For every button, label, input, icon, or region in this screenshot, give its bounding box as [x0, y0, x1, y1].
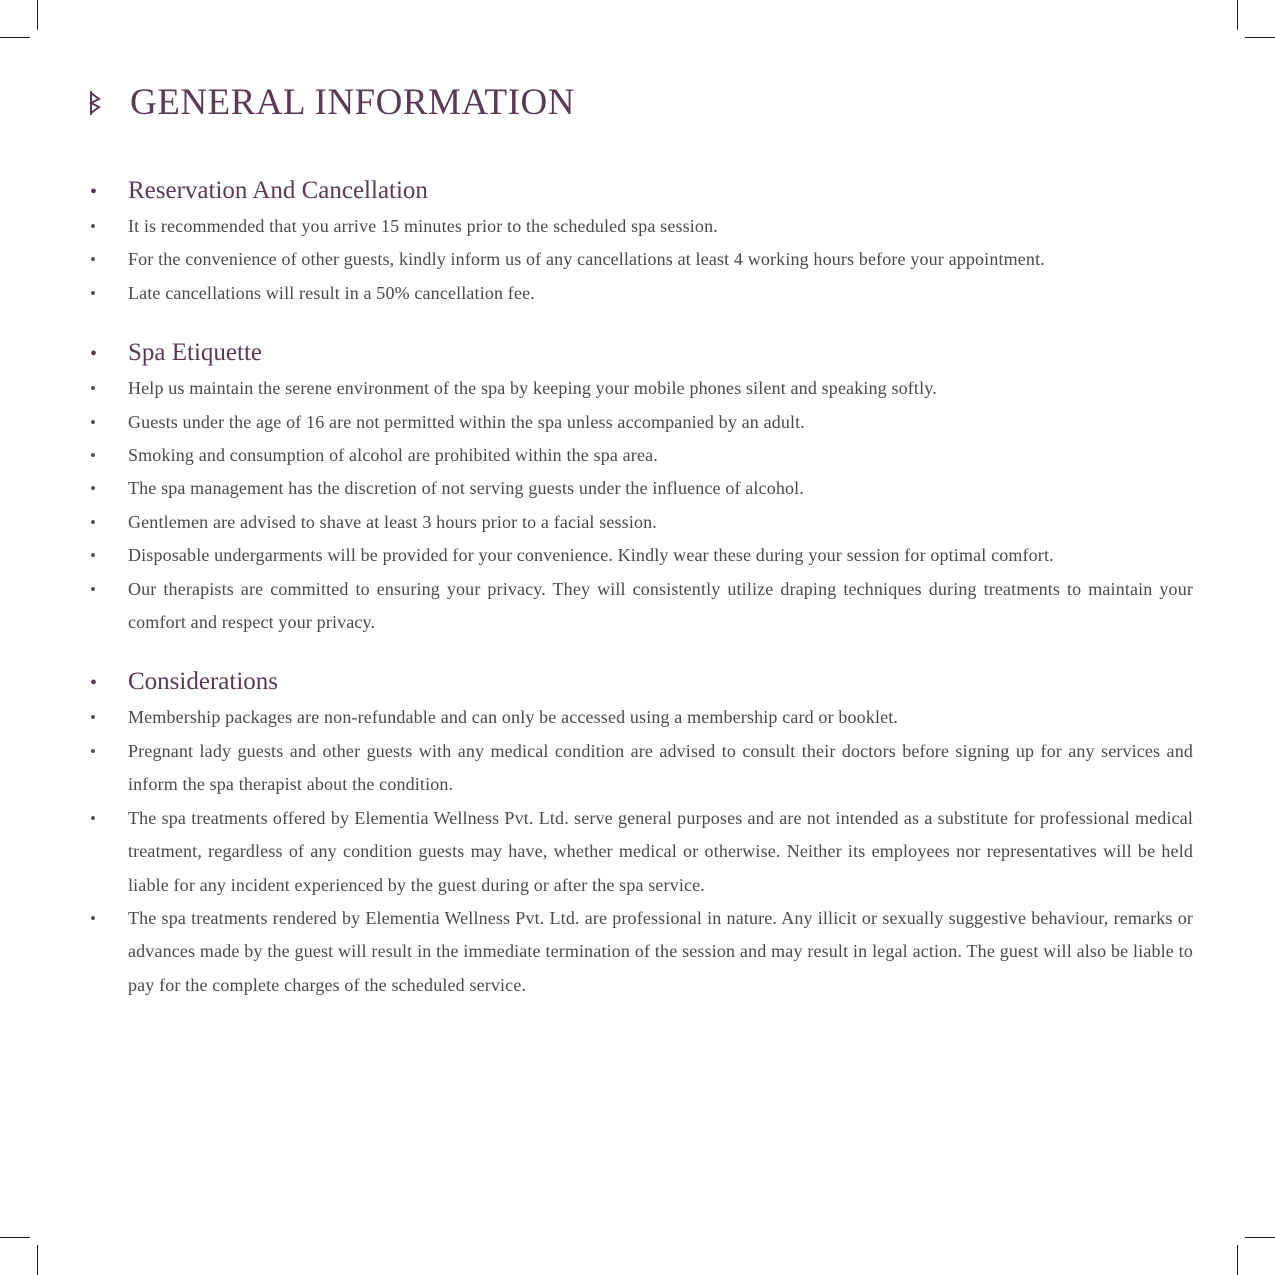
- list-item-text: Disposable undergarments will be provided for your convenience. Kindly wear these during your session for optimal comfort.: [128, 545, 1054, 566]
- bullet-icon: •: [90, 479, 96, 499]
- list-item-text: Our therapists are committed to ensuring your privacy. They will consistently utilize draping techniques during treatments to maintain your comfort and respect your privacy.: [128, 578, 1193, 633]
- crop-mark: [37, 0, 38, 30]
- list-item-text: For the convenience of other guests, kindly inform us of any cancellations at least 4 working hours before your appointment.: [128, 249, 1045, 270]
- bullet-icon: •: [90, 217, 96, 236]
- list-item: [90, 573, 1193, 640]
- section-heading: [90, 663, 1193, 701]
- brand-mark-icon: [88, 89, 102, 117]
- section-heading-text: Spa Etiquette: [128, 339, 262, 367]
- page-header: [88, 82, 575, 124]
- crop-mark: [1237, 1245, 1238, 1275]
- list-item-text: Smoking and consumption of alcohol are prohibited within the spa area.: [128, 445, 658, 466]
- crop-mark: [0, 37, 30, 38]
- list-item: [90, 210, 1193, 243]
- list-item-text: Late cancellations will result in a 50% cancellation fee.: [128, 282, 535, 303]
- list-item-text: Help us maintain the serene environment of the spa by keeping your mobile phones silent and speaking softly.: [128, 378, 937, 399]
- list-item: [90, 701, 1193, 734]
- list-item: [90, 539, 1193, 572]
- information-content: [90, 172, 1193, 1026]
- list-item-text: Pregnant lady guests and other guests with any medical condition are advised to consult their doctors before signing up for any services and inform the spa therapist about the condition.: [128, 740, 1193, 795]
- list-item-text: Gentlemen are advised to shave at least 3 hours prior to a facial session.: [128, 511, 657, 532]
- list-item: [90, 372, 1193, 405]
- list-item: [90, 439, 1193, 472]
- list-item: [90, 902, 1193, 1002]
- bullet-icon: •: [90, 283, 96, 303]
- section: [90, 663, 1193, 1002]
- list-item: [90, 277, 1193, 310]
- list-item-text: The spa management has the discretion of not serving guests under the influence of alcohol.: [128, 478, 804, 499]
- crop-mark: [1237, 0, 1238, 30]
- page-title: GENERAL INFORMATION: [130, 82, 575, 123]
- bullet-icon: •: [90, 250, 96, 270]
- bullet-icon: •: [90, 181, 98, 203]
- list-item: [90, 735, 1193, 802]
- bullet-icon: •: [90, 546, 96, 566]
- bullet-icon: •: [90, 908, 96, 928]
- crop-mark: [1245, 37, 1275, 38]
- bullet-icon: •: [90, 741, 96, 761]
- bullet-icon: •: [90, 446, 96, 466]
- list-item-text: The spa treatments rendered by Elementia Wellness Pvt. Ltd. are professional in nature. Any illicit or sexually suggestive behaviour, remarks or advances made by the guest will result in the immediate termination of the session and may result in legal action. The guest will also be liable to pay for the complete charges of the scheduled service.: [128, 907, 1193, 995]
- section: [90, 172, 1193, 310]
- section-heading: [90, 334, 1193, 372]
- crop-mark: [37, 1245, 38, 1275]
- bullet-icon: •: [90, 412, 96, 432]
- bullet-icon: •: [90, 708, 96, 728]
- list-item-text: Guests under the age of 16 are not permitted within the spa unless accompanied by an adult.: [128, 411, 805, 432]
- crop-mark: [1245, 1237, 1275, 1238]
- list-item-text: The spa treatments offered by Elementia Wellness Pvt. Ltd. serve general purposes and are not intended as a substitute for professional medical treatment, regardless of any condition guests may have, whether medical or otherwise. Neither its employees nor representatives will be held liable for any incident experienced by the guest during or after the spa service.: [128, 807, 1193, 895]
- list-item-text: Membership packages are non-refundable and can only be accessed using a membership card or booklet.: [128, 707, 899, 728]
- bullet-icon: •: [90, 512, 96, 532]
- list-item: [90, 406, 1193, 439]
- bullet-icon: •: [90, 672, 98, 695]
- list-item: [90, 243, 1193, 276]
- list-item: [90, 506, 1193, 539]
- section-heading-text: Reservation And Cancellation: [128, 177, 428, 204]
- list-item-text: It is recommended that you arrive 15 minutes prior to the scheduled spa session.: [128, 216, 718, 236]
- section-heading: [90, 172, 1193, 210]
- section-heading-text: Considerations: [128, 668, 278, 696]
- bullet-icon: •: [90, 343, 98, 366]
- crop-mark: [0, 1237, 30, 1238]
- bullet-icon: •: [90, 808, 96, 828]
- bullet-icon: •: [90, 379, 96, 399]
- list-item: [90, 472, 1193, 505]
- section: [90, 334, 1193, 639]
- bullet-icon: •: [90, 579, 96, 599]
- list-item: [90, 802, 1193, 902]
